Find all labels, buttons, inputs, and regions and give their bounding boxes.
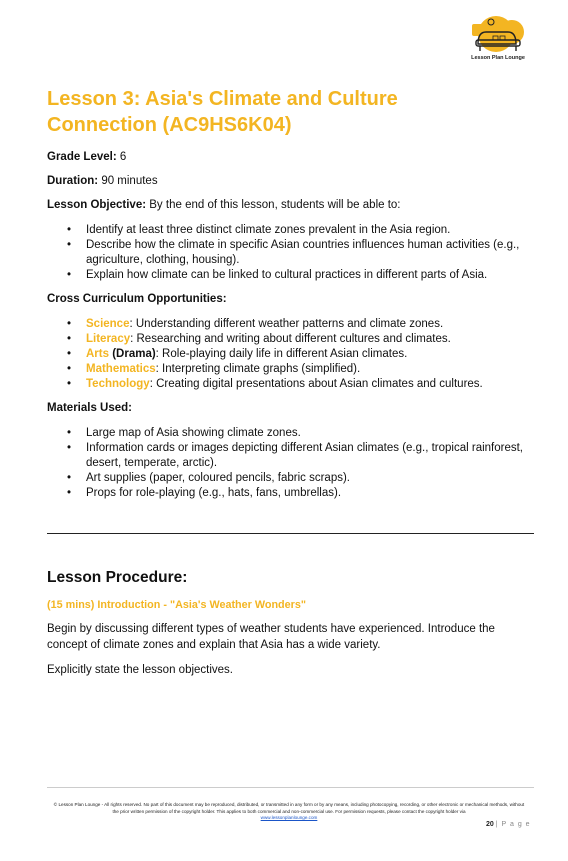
page-number-value: 20 [486, 821, 494, 828]
list-item: • Props for role-playing (e.g., hats, fans, umbrellas). [47, 486, 537, 501]
list-item [47, 317, 537, 332]
subject-text: : Interpreting climate graphs (simplified). [155, 363, 361, 375]
objectives-list [47, 223, 537, 283]
duration-value: 90 minutes [101, 175, 158, 187]
lesson-details [47, 150, 537, 501]
list-item [47, 377, 537, 392]
copyright-text: © Lesson Plan Lounge - All rights reserved. No part of this document may be reproduced, distributed, or transmitted in any form or by any means, including photocopying, recording, or other electronic or mechanical methods, without the prior written permission of the copyright holder. This applies to both commercial and non-commercial use. For permission requests, please contact the copyright holder via [53, 802, 525, 814]
subject-name: Technology [86, 378, 150, 390]
subject-extra: (Drama) [109, 348, 156, 360]
list-item: • Describe how the climate in specific Asian countries influences human activities (e.g., agriculture, clothing, housing). [47, 238, 537, 268]
page-number [486, 821, 531, 828]
materials-list [47, 426, 537, 501]
subject-text: : Understanding different weather patterns and climate zones. [129, 318, 444, 330]
procedure-paragraph: Begin by discussing different types of weather students have experienced. Introduce the concept of climate zones and explain that Asia has a wide variety. [47, 623, 495, 651]
list-item: • Explain how climate can be linked to cultural practices in different parts of Asia. [47, 268, 537, 283]
list-item: • Identify at least three distinct climate zones prevalent in the Asia region. [47, 223, 537, 238]
subject-name: Literacy [86, 333, 131, 345]
copyright-notice [50, 802, 528, 822]
objective-label: Lesson Objective: [47, 199, 147, 211]
footer-divider [47, 787, 534, 788]
subject-name: Mathematics [86, 363, 156, 375]
subject-text: : Role-playing daily life in different Asian climates. [155, 348, 408, 360]
brand-logo-text: Lesson Plan Lounge [471, 55, 525, 61]
website-link[interactable]: www.lessonplanlounge.com [260, 815, 318, 820]
subject-text: : Creating digital presentations about Asian climates and cultures. [149, 378, 483, 390]
objective-row [47, 198, 537, 213]
list-item: • Art supplies (paper, coloured pencils, fabric scraps). [47, 471, 537, 486]
cross-curriculum-heading: Cross Curriculum Opportunities: [47, 293, 227, 305]
grade-level-row [47, 150, 537, 165]
duration-row [47, 174, 537, 189]
list-item [47, 362, 537, 377]
list-item [47, 347, 537, 362]
lesson-title: Lesson 3: Asia's Climate and Culture Connection (AC9HS6K04) [47, 88, 398, 136]
cross-curriculum-list [47, 317, 537, 392]
materials-heading: Materials Used: [47, 402, 133, 414]
list-item [47, 332, 537, 347]
section-divider [47, 533, 534, 534]
subject-name: Science [86, 318, 130, 330]
procedure-paragraph-objectives: Explicitly state the lesson objectives. [47, 664, 234, 676]
grade-level-label: Grade Level: [47, 151, 117, 163]
page-label: | P a g e [495, 821, 531, 828]
grade-level-value: 6 [119, 151, 127, 163]
subject-name: Arts [86, 348, 110, 360]
procedure-subheading: (15 mins) Introduction - "Asia's Weather Wonders" [47, 599, 306, 611]
list-item: • Information cards or images depicting different Asian climates (e.g., tropical rainforest, desert, temperate, arctic). [47, 441, 537, 471]
list-item: • Large map of Asia showing climate zones. [47, 426, 537, 441]
procedure-heading: Lesson Procedure: [47, 569, 188, 586]
subject-text: : Researching and writing about different cultures and climates. [130, 333, 451, 345]
objective-value: By the end of this lesson, students will be able to: [149, 199, 401, 211]
duration-label: Duration: [47, 175, 99, 187]
